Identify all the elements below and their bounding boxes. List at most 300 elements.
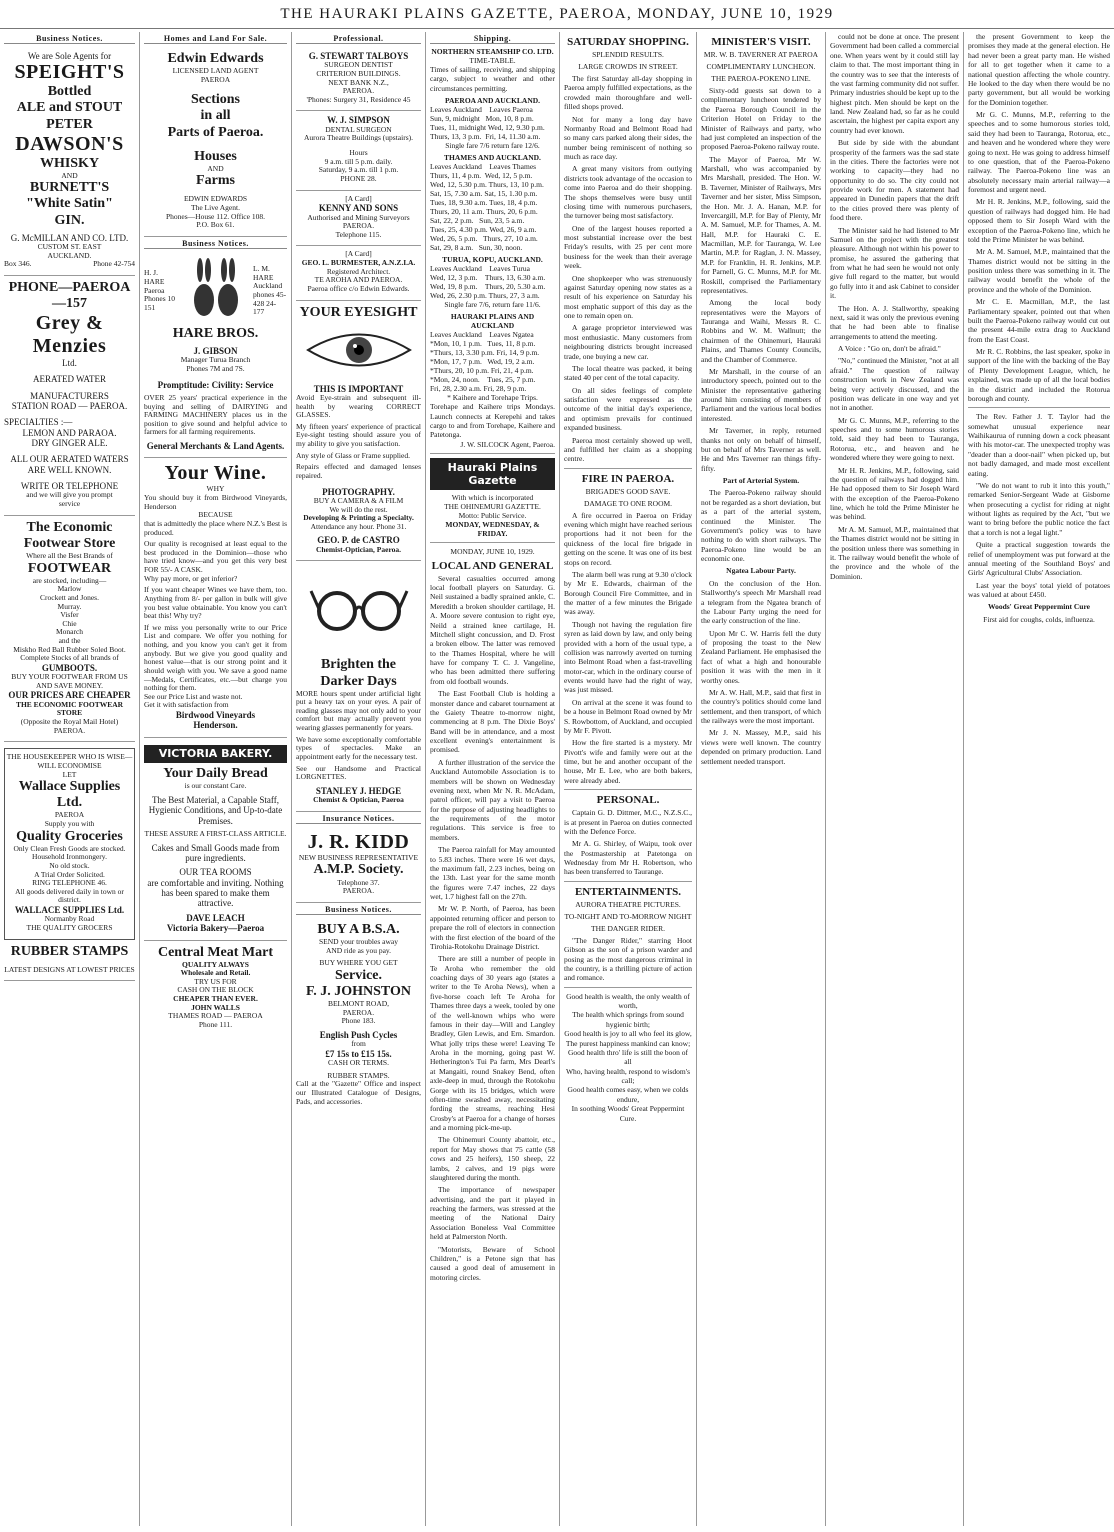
paragraph: One shopkeeper who was strenuously against Saturday opening now states as a result of his experience on Saturday his most emphatic support of this day as the one to remain open on. [564, 273, 692, 320]
ad-text: Crockett and Jones. [40, 592, 99, 602]
ad-text: RING TELEPHONE 46. [32, 878, 107, 888]
ad-text: Wholesale and Retail. [180, 968, 251, 978]
ad-text: Normanby Road [44, 914, 95, 924]
ad-text: Wallace Supplies Ltd. [18, 779, 121, 811]
route-title: PAEROA AND AUCKLAND. [444, 96, 541, 106]
paragraph: The Paeroa-Pokeno railway should not be regarded as a short deviation, but as a part of the arterial system, continued the Minister. The Government's policy was to have nothing to do with short railways. The Paeroa-Pokeno line would be an economic one. [701, 488, 821, 563]
ad-text: in all [200, 108, 231, 124]
ad-text: You should buy it from Birdwood Vineyards, Henderson [144, 493, 287, 511]
paragraph: How the fire started is a mystery. Mr Pivott's wife and family were out at the time, but he and another occupant of the house, Mr E. Lee, who are both bakers, were already abed. [564, 738, 692, 785]
paragraph: The local theatre was packed, it being stated 40 per cent of the total capacity. [564, 363, 692, 383]
bsa-ad [296, 918, 421, 1112]
ad-text: WILL ECONOMISE [37, 760, 102, 770]
timetable-list [430, 105, 555, 141]
paragraph: One of the largest houses reported a most substantial increase over the best Friday's results, with 25 per cent more business for the week than their average week. [564, 223, 692, 271]
paragraph: Mr Marshall, in the course of an introductory speech, pointed out to the Minister the representative gathering around him consisting of members of Parliament and the various local bodies interested. [701, 366, 821, 423]
ad-text: J. R. KIDD [307, 830, 410, 853]
article-body [564, 808, 692, 877]
timetable-row: *Mon, 10, 1 p.m. Tues, 11, 8 p.m. [430, 339, 536, 349]
paragraph: On all sides feelings of complete satisfaction were expressed as the outcome of the initial day's experience, and optimism prevails for continued expanded business. [564, 385, 692, 433]
paragraph: Among the local body representatives were the Mayors of Tauranga and Waihi, Messrs R. C. Robbins and W. M. Wallnutt; the chairmen of the Ohinemuri, Hauraki Plains, and Thames County Councils, and the Chamber of Commerce. [701, 298, 821, 364]
paragraph: The East Football Club is holding a monster dance and cabaret tournament at the Gaiety Theatre to-morrow night, commencing at 8 p.m. The Dixie Boys' Band will be in attendance, and a most excellent evening's entertainment is promised. [430, 689, 555, 755]
ad-text: Grey & Menzies [32, 312, 107, 358]
ad-text: EDWIN EDWARDS [183, 194, 248, 204]
column-1 [0, 32, 140, 1526]
ad-text: PAEROA. [342, 1007, 375, 1017]
article-subtitle: AURORA THEATRE PICTURES. [575, 899, 681, 909]
ad-text: and we will give you prompt [26, 490, 113, 500]
ad-text: THIS IS IMPORTANT [313, 383, 404, 394]
ad-text: Visfer [60, 610, 79, 620]
article-subtitle: THE DANGER RIDER. [591, 923, 665, 933]
ad-text: Marlow [57, 584, 82, 594]
burmester-ad [296, 246, 421, 300]
ad-text: DENTAL SURGEON [325, 124, 392, 134]
paragraph: Several casualties occurred among local football players on Saturday. G. Neil sustained a badly sprained ankle, C. Meredith a broken shoulder cartilage, H. A. Moore severe contusion to right eye, Neild a strained knee cartilage, H. Mitchell slight concussion, and D. Frost a broken elbow. The latter was removed to the Thames Hospital, where he will have for company T. C. J. Vangeline, who has been admitted there suffering from old football wounds. [430, 573, 555, 686]
ad-text: OVER 25 years' practical experience in the buying and selling of DAIRYING and FARMING MACHINERY places us in the position to give sound and helpful advice to farmers for all farming requirements. [144, 392, 287, 437]
timetable-row: *Mon, 24, noon. Tues, 25, 7 p.m. [430, 375, 536, 385]
ad-text: Bottled [47, 84, 92, 100]
paragraph: The Paeroa rainfall for May amounted to 5.83 inches. There were 16 wet days, the maximum fall, 2.23 inches, being on the 13th. Last year for the same month the figures were 7.47 inches, 22 days wet, 1.7 highest fall on the 27th. [430, 845, 555, 901]
ad-text: Phones 7M and 7S. [186, 364, 245, 373]
ad-text: HARE BROS. [172, 325, 259, 341]
ad-text: See our Price List and waste not. [144, 691, 243, 701]
timetable-row: Sat, 15, 7.30 a.m. Sat, 15, 1.30 p.m. [430, 189, 538, 199]
timetable-row: Wed, 26, 5 p.m. Thurs, 27, 10 a.m. [430, 234, 538, 244]
ad-text: We will do the rest. [329, 504, 388, 514]
ad-text: WHY [206, 484, 225, 494]
ad-text: Ltd. [62, 358, 77, 369]
ad-text: LATEST DESIGNS AT LOWEST PRICES [4, 964, 135, 974]
column-2 [140, 32, 292, 1526]
timetable-row: Leaves Auckland Leaves Turua [430, 264, 530, 274]
ad-text: Attendance any hour. Phone 31. [310, 521, 407, 531]
ad-text: "White Satin" [26, 196, 113, 212]
paragraph: But side by side with the abundant prosperity of the farmers was the sad state in the cities. There the factories were not working to capacity—they had no opportunity to do so. The city could not provide work for men. A statement had appeared in Dunedin papers that the drift to the cities proved there was plenty of food there. [830, 138, 959, 223]
eyesight-ad [296, 301, 421, 562]
ad-text: Promptitude: Civility: Service [157, 379, 274, 390]
column-5 [560, 32, 697, 1526]
paragraph: the present Government to keep the promises they made at the general election. He had never been a great party man. He wished for all to get together when it came to a national question affecting the whole country. He looked to the day when there would be no party government, but all would be working for the Dominion together. [968, 32, 1110, 107]
ad-text: Victoria Bakery—Paeroa [166, 923, 265, 934]
article-subtitle: BRIGADE'S GOOD SAVE. [585, 486, 671, 496]
section-header: Business Notices. [144, 239, 287, 249]
masthead-title: THE HAURAKI PLAINS GAZETTE, PAEROA, MONDAY, JUNE 10, 1929 [280, 6, 834, 22]
route-title: THAMES AND AUCKLAND. [444, 153, 541, 163]
ad-text: THE HOUSEKEEPER WHO IS WISE— [6, 752, 133, 762]
article-subtitle: Ngatea Labour Party. [726, 566, 796, 576]
ad-text: KENNY AND SONS [318, 203, 399, 214]
paragraph: Mr C. E. Macmillan, M.P., the last Parliamentary speaker, pointed out that when built the Paeroa-Pokeno railway would cut out the present 44-mile extra drag to Auckland from the East Coast. [968, 297, 1110, 344]
article-body [701, 86, 821, 766]
ad-text: ALE and STOUT [16, 100, 123, 116]
ad-text: Monarch [55, 627, 84, 637]
ad-text: We have some exceptionally comfortable types of spectacles. Make an appointment early for the necessary test. [296, 734, 421, 761]
ad-text: from [351, 1039, 366, 1049]
timetable-list [430, 264, 555, 300]
ad-text: Central Meat Mart [157, 944, 274, 960]
ad-text: are comfortable and inviting. Nothing has been spared to make them attractive. [147, 877, 284, 909]
poem-line: Good health comes easy, when we colds endure, [567, 1085, 689, 1104]
ad-text: 'Phones: Surgery 31, Residence 45 [306, 94, 411, 104]
section-header: Insurance Notices. [296, 814, 421, 824]
poem-line: Good health is joy to all who feel its glow, [564, 1029, 692, 1039]
ad-text: FOOTWEAR [27, 560, 112, 576]
ad-text: Hours [349, 148, 368, 158]
article-subtitle: DAMAGE TO ONE ROOM. [583, 498, 673, 508]
ad-text: WALLACE SUPPLIES Ltd. [14, 905, 125, 916]
ad-text: DRY GINGER ALE. [31, 438, 108, 449]
paragraph: "We do not want to rub it into this youth," remarked Senior-Sergeant Wade at Gisborne when prosecuting a cyclist for riding at night without lights as required by the Act, "but we want to bring before the public notice the fact that a torch is not a legal light." [968, 480, 1110, 537]
article-title: SATURDAY SHOPPING. [567, 36, 689, 48]
timetable-row: Wed, 19, 8 p.m. Thurs, 20, 5.30 a.m. [430, 282, 546, 292]
timetable-row: Tues, 25, 4.30 p.m. Wed, 26, 9 a.m. [430, 225, 537, 235]
paragraph: Sixty-odd guests sat down to a complimentary luncheon tendered by the Paeroa Borough Council in the Criterion Hotel on Friday to the Minister of Railways and party, who had just completed an inspection of the proposed Paeroa-Pokeno railway route. [701, 86, 821, 152]
paragraph: Mr A. M. Samuel, M.P., maintained that the Thames district would not be sitting in the position unless there was something in it. The railway would benefit the whole of the province and the whole of the Dominion. [830, 524, 959, 581]
ad-text: [A Card] [345, 193, 372, 203]
gazette-line: MONDAY, WEDNESDAY, & FRIDAY. [445, 519, 540, 538]
paragraph: Mr A. M. Samuel, M.P., maintained that the Thames district would not be sitting in the position unless there was something in it. The railway would benefit the whole of the province and the whole of the Dominion. [968, 247, 1110, 294]
ad-text: F. J. JOHNSTON [305, 983, 412, 999]
article-title: FIRE IN PAEROA. [581, 472, 675, 485]
ad-text: Your Wine. [164, 462, 267, 485]
ad-text: £7 15s to £15 15s. [325, 1048, 392, 1059]
ad-text: AND [61, 170, 78, 180]
gazette-date: MONDAY, JUNE 10, 1929. [450, 546, 535, 556]
ad-text: Brighten the [320, 657, 397, 673]
ad-text: Repairs effected and damaged lenses repaired. [296, 462, 421, 480]
ad-text: STANLEY J. HEDGE [315, 785, 402, 796]
paragraph: Upon Mr C. W. Harris fell the duty of proposing the toast to the New Zealand Parliament. He emphasised the fact of what a high and honourable position it was with the men in it worthy ones. [701, 628, 821, 685]
ad-text: GEO. L. BURMESTER, A.N.Z.I.A. [301, 258, 416, 268]
ad-text: GEO. P. de CASTRO [317, 535, 400, 546]
paragraph: There are still a number of people in Te Aroha who remember the old coaching days of 30 years ago (states a writer to the Te Aroha News), when a five-horse coach left Te Aroha for Thames three days a week, tooled by one of the well-known whips who were famous in their day—Will and Langley Bradley, Glen Lewis, and Ern. Smardon. What jolly trips these were! Leaving Te Aroha in the morning, going past W. Hetherington's Tui Pa farm, Mrs Dearl's at Mangaiti, round Snakey Bend, often axle-deep in mud, through the Rotokohu Gorge with its 15 bridges, which were often-time swashed away, necessitating fording the streams, reaching Hesi Crosby's at Paeroa for a change of horses and a morning pick-me-up. [430, 954, 555, 1132]
ad-text: CRITERION BUILDINGS. [316, 68, 401, 78]
route-title: TURUA, KOPU, AUCKLAND. [442, 255, 543, 265]
ad-text: AND [207, 163, 224, 173]
section-header: Homes and Land For Sale. [144, 34, 287, 44]
ad-text: H. J. HARE Paeroa Phones 10 151 [144, 268, 176, 312]
kidd-ad [296, 827, 421, 903]
paragraph: Woods' Great Peppermint Cure [987, 602, 1090, 612]
paragraph: Mr R. C. Robbins, the last speaker, spoke in support of the line with the backing of the Bay of Plenty Development League, which, he explained, was made up of all the local bodies in the district and included the Rotorua borough and county. [968, 347, 1110, 403]
ad-text: PAEROA [54, 810, 85, 820]
fare: Single fare 7/6 return fare 12/6. [445, 141, 540, 151]
wine-ad [144, 458, 287, 737]
ad-text: Any style of Glass or Frame supplied. [296, 450, 410, 460]
ad-text: LICENSED LAND AGENT [172, 66, 259, 76]
ad-text: Why pay more, or get inferior? [144, 573, 238, 583]
ad-text: YOUR EYESIGHT [299, 304, 418, 320]
ad-text: DAVE LEACH [186, 912, 245, 923]
paragraph: The first Saturday all-day shopping in Paeroa amply fulfilled expectations, as the crowded main thoroughfare and well-filled shops proved. [564, 74, 692, 112]
paragraph: Captain G. D. Dittmer, M.C., N.Z.S.C., is at present in Paeroa on duties connected with the Defence Force. [564, 808, 692, 836]
ad-text: Phones—House 112. Office 108. [166, 211, 265, 221]
paragraph: "No," continued the Minister, "not at all afraid." The question of railway construction work in New Zealand was being very actively discussed, and the position was delicate in one way and yet not in another. [830, 356, 959, 413]
ad-text: Darker Days [320, 673, 397, 689]
agent: J. W. SILCOCK Agent, Paeroa. [460, 439, 555, 449]
ad-text: PHONE—PAEROA —157 [8, 279, 131, 311]
ad-text: See our Handsome and Practical LORGNETTES. [296, 763, 421, 782]
ad-text: SPEIGHT'S [14, 61, 125, 84]
ad-text: Farms [196, 173, 235, 189]
talboys-ad [296, 47, 421, 111]
ad-text: If you want cheaper Wines we have them, too. Anything from 8/- per gallon in bulk will give you best value obtainable. You know you can't beat this! Why try? [144, 585, 287, 621]
ad-text: PAEROA. [342, 221, 375, 231]
hare-bros-ad [144, 252, 287, 459]
ad-text: Get it with satisfaction from [144, 700, 229, 710]
fare: Single fare 7/6, return fare 11/6. [444, 300, 541, 310]
ad-text: Call at the "Gazette" Office and inspect our Illustrated Catalogue of Designs, Pads, and accessories. [296, 1079, 421, 1106]
speights-ad [4, 47, 135, 276]
ad-text: PAEROA. [342, 886, 375, 896]
timetable-row: Fri, 28, 2.30 a.m. Fri, 28, 9 p.m. [430, 384, 527, 394]
timetable-row: Thurs, 11, 4 p.m. Wed, 12, 5 p.m. [430, 171, 533, 181]
ad-text: Chemist & Optician, Paeroa [313, 795, 404, 805]
ad-text: J. GIBSON [193, 346, 238, 357]
paragraph: First aid for coughs, colds, influenza. [983, 614, 1095, 624]
masthead [0, 0, 1114, 29]
paragraph: Though not having the regulation fire syren as laid down by law, and only being provided with a horn of the usual type, a collision was narrowly averted on turning into Belmont Road when a fast-travelling motor-car, which in the ordinary course of events would have had the right of way, was just missed. [564, 619, 692, 695]
ad-text: Aurora Theatre Buildings (upstairs). [303, 133, 413, 143]
paragraph: Not for many a long day have Normanby Road and Belmont Road had so many cars parked along their sides, the number being reminiscent of nothing so much as race day. [564, 114, 692, 161]
ad-text: Miskho Red Ball Rubber Soled Boot. [13, 644, 126, 654]
ad-text: that is admittedly the place where N.Z.'s Best is produced. [144, 518, 287, 537]
shipping-company: NORTHERN STEAMSHIP CO. LTD. [431, 47, 554, 56]
ad-text: [A Card] [345, 249, 372, 259]
timetable-title: TIME-TABLE. [469, 56, 516, 65]
ad-text: GIN. [54, 212, 85, 228]
paragraph: "Motorists, Beware of School Children," is a Petone sign that has caused a good deal of amusement in motoring circles. [430, 1244, 555, 1282]
gazette-line: THE OHINEMURI GAZETTE. [444, 501, 541, 511]
ad-text: NEW BUSINESS REPRESENTATIVE [298, 852, 419, 862]
paragraph: Mr W. P. North, of Paeroa, has been appointed returning officer and person to prepare the roll of electors in connection with the first election of the board of the Tirohia-Rotokohu Drainage District. [430, 904, 555, 951]
ad-text: Parts of Paeroa. [167, 124, 264, 140]
timetable-list [430, 162, 555, 252]
timetable-note: * Kaihere and Torehape Trips. [447, 393, 538, 403]
paragraph: On the conclusion of the Hon. Stallworthy's speech Mr Marshall read a telegram from the Ngatea branch of the Labour Party urging the need for the early construction of the line. [701, 578, 821, 626]
article-title: LOCAL AND GENERAL [431, 559, 554, 572]
timetable-row: Sat, 22, 2 p.m. Sun, 23, 5 a.m. [430, 216, 525, 226]
ad-text: Your Daily Bread [163, 766, 268, 782]
ad-text: Service. [334, 967, 383, 983]
column-4 [426, 32, 560, 1526]
timetable-row: Thurs, 20, 11 a.m. Thurs, 20, 6 p.m. [430, 207, 538, 217]
ad-text: STATION ROAD — PAEROA. [11, 401, 128, 412]
wallace-ad [4, 748, 135, 939]
ad-text: Chemist-Optician, Paeroa. [315, 544, 402, 554]
ad-text: PAEROA. [53, 725, 86, 735]
paragraph: Quite a practical suggestion towards the relief of unemployment was put forward at the annual meeting of the Southland Boys' and Girls' Agricultural Clubs' Association. [968, 540, 1110, 578]
ad-text: BUY YOUR FOOTWEAR FROM US AND SAVE MONEY. [11, 672, 128, 690]
ad-text: (Opposite the Royal Mail Hotel) [20, 717, 119, 727]
ad-text: Phone 42-754 [93, 259, 135, 269]
spectacles-icon [309, 571, 409, 646]
ad-text: Developing & Printing a Specialty. [303, 513, 414, 523]
poem [564, 992, 692, 1123]
timetable-row: Leaves Auckland Leaves Ngatea [430, 330, 534, 340]
paragraph: Last year the boys' total yield of potatoes was valued at about £450. [968, 580, 1110, 599]
rabbit-icon [186, 256, 246, 326]
ad-text: Paeroa office c/o Edwin Edwards. [307, 283, 410, 293]
paragraph: Mr J. N. Massey, M.P., said his views were well known. The country depended on primary production. Land settlement needed transport. [701, 728, 821, 766]
ad-text: Edwin Edwards [167, 51, 264, 66]
ad-text: Henderson. [193, 720, 238, 731]
paragraph: The Hon. A. J. Stallworthy, speaking next, said it was only the previous evening that he had been able to finalise arrangements to attend the meeting. [830, 303, 959, 341]
ad-text: Sections [191, 92, 240, 108]
paragraph: "The Danger Rider," starring Hoot Gibson as the son of a prison warder and posing as the most dangerous criminal in the country, is a thrilling picture of action and romance. [564, 935, 692, 983]
paragraph: The Ohinemuri County abattoir, etc., report for May shows that 75 cattle (58 cows and 25 heifers), 150 sheep, 22 lambs, 2 calves, and 19 pigs were slaughtered during the month. [430, 1135, 555, 1182]
edwards-ad [144, 47, 287, 237]
paragraph: Mr H. R. Jenkins, M.P., following, said the question of railways had dogged him. He had opposed them to Sir Joseph Ward with the exception of the Paeroa-Pokeno line, which he told the Prime Minister he was behind. [830, 465, 959, 522]
ad-text: OUR PRICES ARE CHEAPER [8, 690, 131, 701]
ad-text: Phone 183. [341, 1016, 376, 1026]
paragraph: On arrival at the scene it was found to be a house in Belmont Road owned by Mr S. Rowbottom, of Auckland, and occupied by Mr F. Pivott. [564, 697, 692, 735]
ad-text: Chie [62, 618, 77, 628]
paragraph: A great many visitors from outlying districts took advantage of the occasion to come into Paeroa and do their shopping. The shops themselves were busy until closing time with numerous purchasers, the turnover being most satisfactory. [564, 164, 692, 221]
ad-text: AUCKLAND. [47, 250, 92, 260]
article-subtitle: LARGE CROWDS IN STREET. [578, 62, 678, 71]
timetable-row: Tues, 11, midnight Wed, 12, 9.30 p.m. [430, 123, 545, 133]
article-subtitle: MR. W. B. TAVERNER AT PAEROA [703, 50, 819, 59]
section-header: Shipping. [430, 34, 555, 44]
paragraph: The Minister said he had listened to Mr Samuel on the project with the greatest pleasure. Although not within his power to promise, he assured the gathering that from what he had seen he would not only give full regard to the matter, but would go fully into it and ask Cabinet to consider it. [830, 225, 959, 301]
paragraph: A Voice : "Go on, don't be afraid." [838, 344, 941, 353]
timetable-row: *Thurs, 13, 3.30 p.m. Fri, 14, 9 p.m. [430, 348, 540, 358]
column-8 [964, 32, 1114, 1526]
ad-text: W. J. SIMPSON [327, 115, 390, 126]
ad-text: Avoid Eye-strain and subsequent ill-health by wearing CORRECT GLASSES. [296, 392, 421, 420]
ad-text: 9 a.m. till 5 p.m. daily. [324, 156, 393, 166]
eye-icon [304, 327, 414, 373]
ad-text: THE ECONOMIC FOOTWEAR STORE [15, 699, 124, 718]
timetable-row: *Mon, 17, 7 p.m. Wed, 19, 2 a.m. [430, 357, 535, 367]
ad-text: ALL OUR AERATED WATERS [10, 454, 129, 465]
hedge-ad [296, 561, 421, 811]
ad-text: SEND your troubles away [319, 936, 398, 946]
simpson-ad [296, 111, 421, 190]
article-title: PERSONAL. [596, 794, 660, 807]
ad-text: My fifteen years' experience of practical Eye-sight testing should assure you of my ability to give you satisfaction. [296, 421, 421, 449]
timetable-list [430, 330, 555, 393]
ad-text: NEXT BANK N.Z., [328, 77, 389, 87]
ad-text: AND ride as you pay. [325, 945, 392, 955]
ad-text: SURGEON DENTIST [324, 60, 393, 70]
paragraph: Mr H. R. Jenkins, M.P., following, said the question of railways had dogged him. He had opposed them to Sir Joseph Ward with the exception of the Paeroa-Pokeno line, which he told the Prime Minister he was behind. [968, 197, 1110, 244]
ad-text: Authorised and Mining Surveyors [307, 212, 410, 222]
article-body [564, 511, 692, 786]
gazette-line: With which is incorporated [451, 492, 534, 502]
article-body [968, 32, 1110, 624]
ad-text: TRY US FOR [194, 976, 237, 986]
ad-text: The Live Agent. [191, 203, 240, 213]
timetable-row: Tues, 18, 9.30 a.m. Tues, 18, 4 p.m. [430, 198, 538, 208]
gazette-line: Motto: Public Service. [458, 510, 527, 520]
paragraph: Mr A. G. Shirley, of Waipu, took over the Postmastership at Patetonga on Wednesday from Mr H. Robertson, who has been transferred to Taurange. [564, 839, 692, 877]
kenny-ad [296, 191, 421, 247]
timetable-row: *Thurs, 20, 10 p.m. Fri, 21, 4 p.m. [430, 366, 534, 376]
article-body [430, 574, 555, 1282]
ad-text: RUBBER STAMPS [10, 943, 129, 959]
ad-text: service [58, 499, 81, 509]
paragraph: The Rev. Father J. T. Taylor had the somewhat unusual experience near Waihikaurua of running down a cock pheasant with his motor-car. The unexpected trophy was "deader than a door-nail" when picked up, but not badly damaged, and made most excellent eating. [968, 412, 1110, 478]
ad-text: WRITE OR TELEPHONE [20, 481, 119, 492]
ad-text: Where all the Best Brands of [26, 550, 113, 560]
ad-text: BUY A CAMERA & A FILM [313, 495, 404, 505]
ad-text: LET [62, 769, 77, 779]
ad-text: PHOTOGRAPHY. [322, 486, 395, 497]
ad-text: QUALITY ALWAYS [182, 959, 249, 969]
victoria-bakery-ad [144, 738, 287, 941]
ad-text: Telephone 37. [337, 877, 380, 887]
ad-text: THAMES ROAD — PAEROA [168, 1011, 263, 1021]
article-subtitle: Part of Arterial System. [722, 476, 800, 485]
paragraph: A fire occurred in Paeroa on Friday evening which might have reached serious proportions had it not been for the quickness of the local fire brigade in getting on the scene. It was one of its best stops on record. [564, 510, 692, 567]
ad-text: Household Ironmongery. [32, 852, 107, 862]
gazette-banner: Hauraki Plains Gazette [430, 458, 555, 490]
ad-text: A.M.P. Society. [313, 862, 404, 878]
article-body [564, 74, 692, 464]
paragraph: Paeroa most certainly showed up well, and fulfilled her claim as a shopping centre. [564, 435, 692, 464]
poem-line: The health which springs from sound hygienic birth; [572, 1010, 684, 1029]
ad-text: Cakes and Small Goods made from pure ingredients. [151, 842, 280, 864]
article-subtitle: TO-NIGHT AND TO-MORROW NIGHT [564, 911, 692, 921]
ad-text: WHISKY [39, 155, 100, 171]
ad-text: THESE ASSURE A FIRST-CLASS ARTICLE. [144, 829, 287, 839]
timetable-row: Wed, 12, 5.30 p.m. Thurs, 13, 10 p.m. [430, 180, 544, 190]
paragraph: Mr G. C. Munns, M.P., referring to the speeches and to some humorous stories told, said they had been to Tauranga, Rotorua, etc., and heaven and he wondered where they were going to next. [830, 415, 959, 463]
ad-text: BECAUSE [198, 510, 233, 520]
ad-text: Phone 111. [198, 1019, 233, 1029]
ad-text: PETER [46, 116, 93, 132]
ad-text: CHEAPER THAN EVER. [173, 994, 258, 1004]
column-3 [292, 32, 426, 1526]
ad-text: BELMONT ROAD, [327, 998, 390, 1008]
ad-text: ARE WELL KNOWN. [27, 464, 112, 475]
poem-line: Good health thro' life is still the boon of all [567, 1047, 689, 1067]
ad-text: OUR TEA ROOMS [179, 867, 252, 878]
ad-text: LEMON AND PARAOA. [22, 427, 117, 438]
ad-text: Saturday, 9 a.m. till 1 p.m. [318, 165, 399, 175]
ad-text: English Push Cycles [319, 1029, 398, 1040]
ad-text: THE QUALITY GROCERS [26, 923, 113, 933]
ad-text: DAWSON'S [15, 132, 124, 155]
column-7 [826, 32, 964, 1526]
article-title: MINISTER'S VISIT. [711, 36, 811, 48]
ad-text: Box 346. [4, 259, 32, 269]
ad-text: VICTORIA BAKERY. [144, 745, 287, 764]
article-subtitle: THE PAEROA-POKENO LINE. [711, 74, 811, 83]
timetable-row: Wed, 12, 3 p.m. Thurs, 13, 6.30 a.m. [430, 273, 546, 283]
article-body [830, 32, 959, 581]
paragraph: The alarm bell was rung at 9.30 o'clock by Mr E. Edwards, chairman of the Borough Council Fire Committee, and in the matter of a few minutes the Brigade was away. [564, 569, 692, 617]
ad-text: MANUFACTURERS [30, 390, 109, 401]
paragraph: A garage proprietor interviewed was most enthusiastic. Many customers from neighbouring districts brought increased trade, one buying a new car. [564, 323, 692, 361]
paragraph: Mr A. W. Hall, M.P., said that first in the country's politics should come land settlement, and then transport, of which the railways were the most important. [701, 687, 821, 725]
ad-text: JOHN WALLS [191, 1002, 240, 1012]
ad-text: CASH ON THE BLOCK [177, 985, 254, 995]
ad-text: and the [58, 636, 81, 645]
ad-text: PAEROA. [342, 86, 375, 96]
ad-text: Registered Architect. [326, 266, 391, 276]
timetable-row: Thurs, 13, 3 p.m. Fri, 14, 11.30 a.m. [430, 132, 541, 142]
poem-line: Good health is wealth, the only wealth of worth, [566, 991, 690, 1010]
ad-text: BUY WHERE YOU GET [319, 958, 398, 968]
ad-text: BUY A B.S.A. [317, 921, 400, 937]
section-header: Business Notices. [4, 34, 135, 44]
rubber-stamps-ad [4, 940, 135, 982]
ad-text: G. McMILLAN AND CO. LTD. [10, 232, 129, 243]
